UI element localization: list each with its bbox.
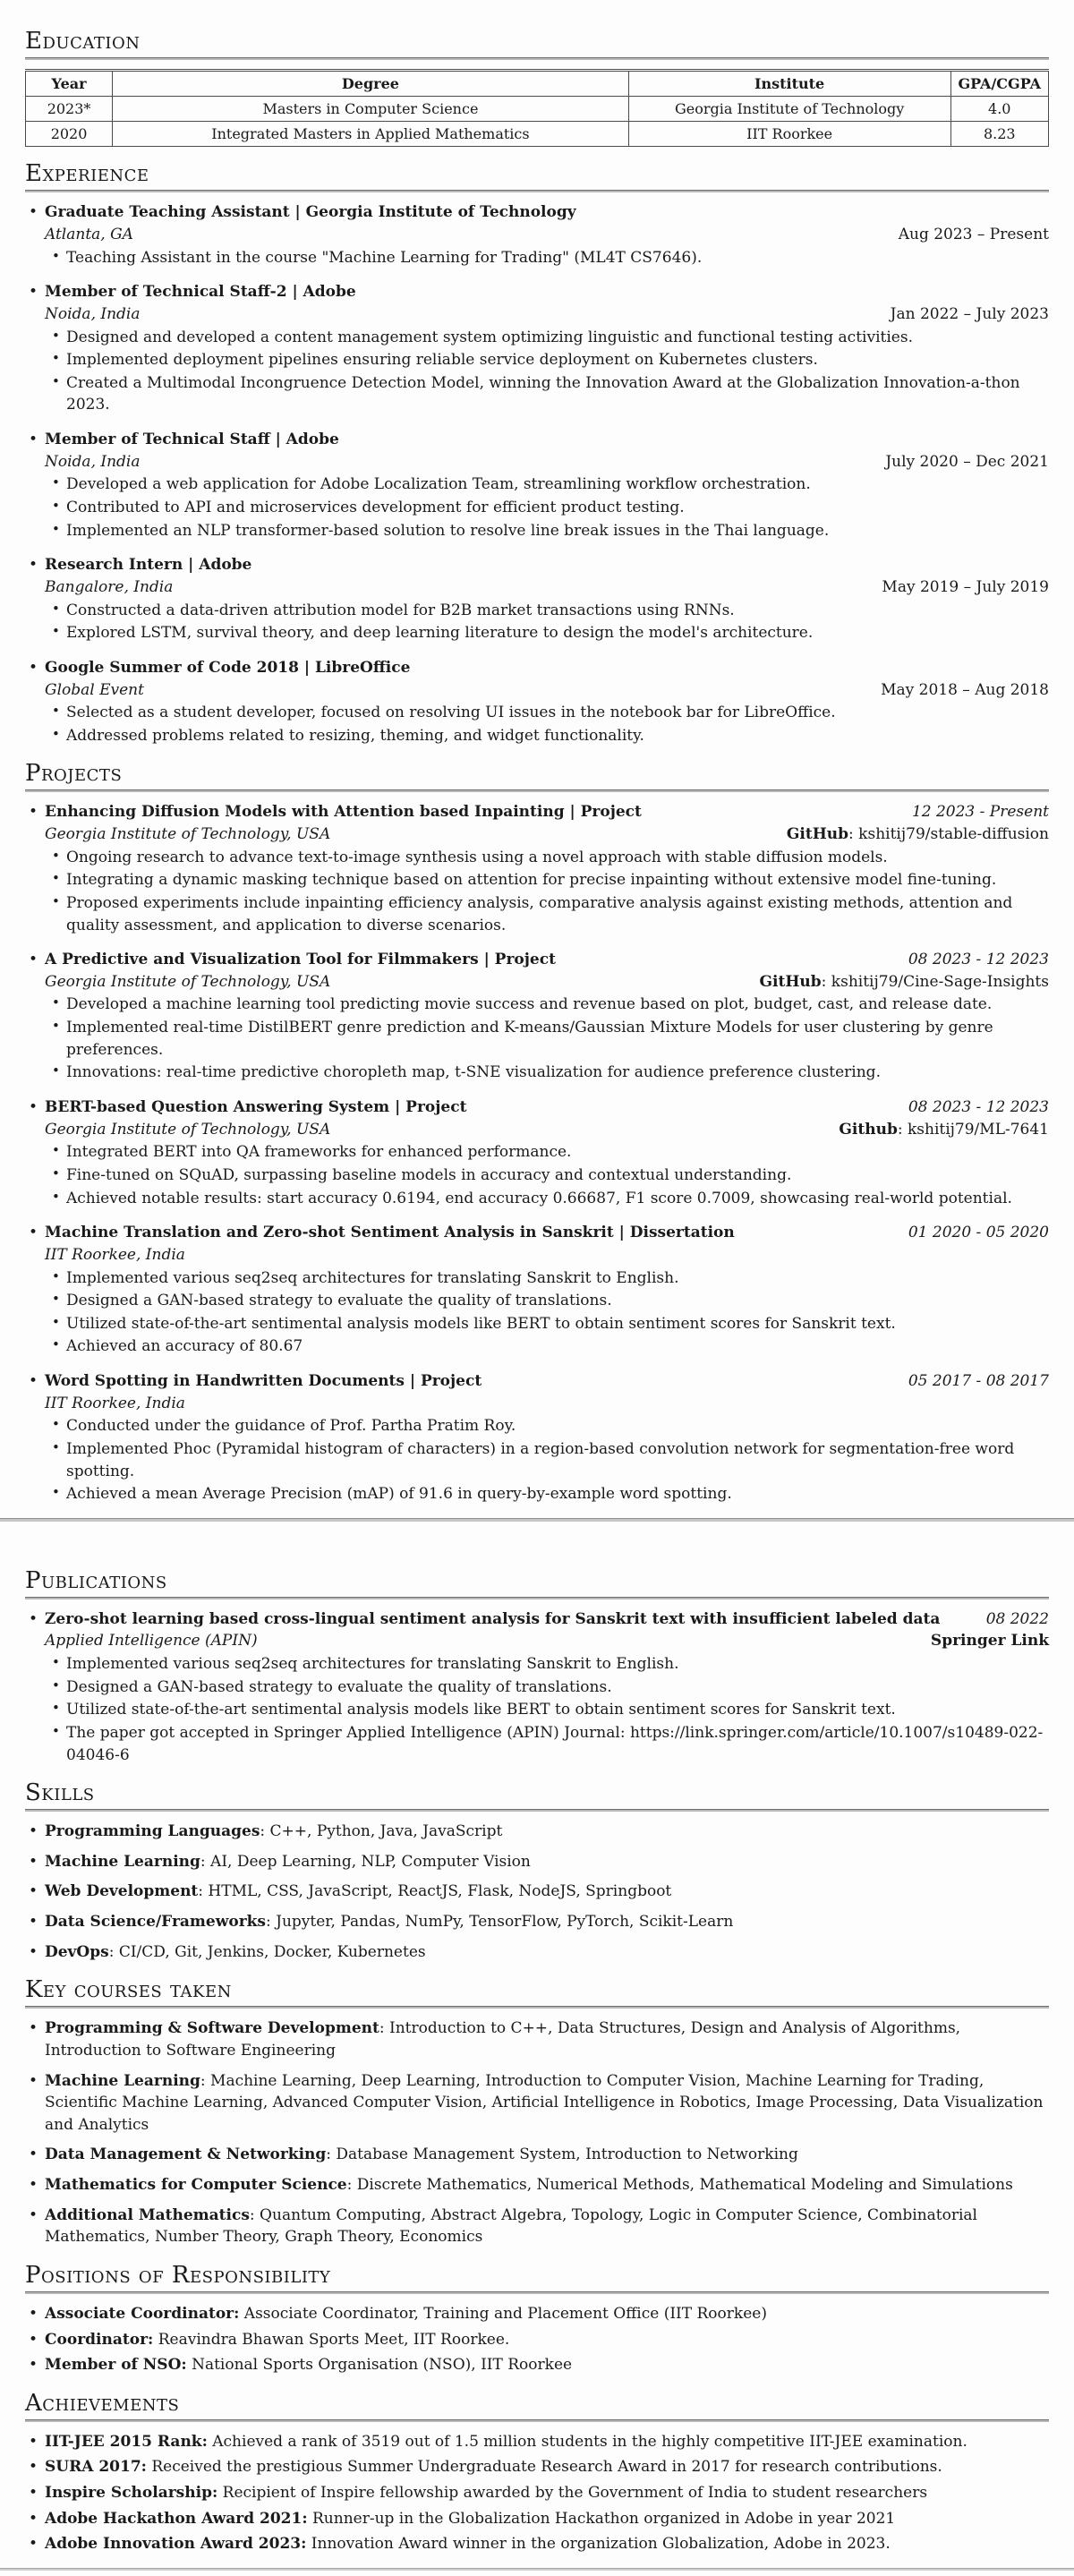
bullet-item: • Implemented real-time DistilBERT genre prediction and K-means/Gaussian Mixture Models for user clustering by genre preferences. [52, 1017, 1049, 1061]
bullet-item: • Integrated BERT into QA frameworks for enhanced performance. [52, 1141, 1049, 1164]
bullet-item: • Created a Multimodal Incongruence Detection Model, winning the Innovation Award at the Globalization Innovation-a-thon 2023. [52, 372, 1049, 416]
springer-link[interactable]: Springer Link [930, 1632, 1049, 1651]
github-link [826, 1119, 1049, 1141]
achievement-item [25, 2456, 1049, 2478]
github-label: GitHub [759, 972, 822, 991]
course-label: Additional Mathematics [45, 2205, 250, 2224]
bullet-item: • Implemented Phoc (Pyramidal histogram of characters) in a region-based convolution network for segmentation-free word spotting. [52, 1438, 1049, 1482]
achievement-label: SURA 2017: [45, 2458, 147, 2477]
table-cell: Masters in Computer Science [113, 97, 629, 122]
bullet-item: • Fine-tuned on SQuAD, surpassing baseline models in accuracy and contextual understanding. [52, 1164, 1049, 1187]
position-label: Coordinator: [45, 2330, 154, 2349]
achievement-label: IIT-JEE 2015 Rank: [45, 2432, 208, 2451]
projects-section [25, 761, 1049, 1505]
achievement-item [25, 2533, 1049, 2555]
position-value: Reavindra Bhawan Sports Meet, IIT Roorkee. [153, 2330, 510, 2349]
entry-dates: 05 2017 - 08 2017 [908, 1372, 1049, 1391]
section-heading-experience: Experience [25, 160, 149, 188]
achievement-value: Recipient of Inspire fellowship awarded by the Government of India to student researchers [217, 2484, 928, 2503]
paper-url[interactable]: https://link.springer.com/article/10.1007/s10489-022-04046-6 [66, 1724, 1044, 1764]
education-table [25, 69, 1049, 148]
entry-dates: Aug 2023 – Present [898, 225, 1049, 243]
github-repo[interactable]: : kshitij79/Cine-Sage-Insights [821, 972, 1049, 991]
entry-bullets [25, 1653, 1049, 1766]
achievement-value: Runner-up in the Globalization Hackathon organized in Adobe in year 2021 [307, 2509, 896, 2528]
courses-section [25, 1977, 1049, 2248]
entry-header [25, 1608, 1049, 1631]
entry-subheader [25, 1244, 1049, 1267]
bullet-item: • Constructed a data-driven attribution model for B2B market transactions using RNNs. [52, 600, 1049, 622]
course-label: Programming & Software Development [45, 2019, 379, 2038]
position-label: Member of NSO: [45, 2356, 187, 2375]
github-repo[interactable]: : kshitij79/ML-7641 [897, 1120, 1049, 1139]
skill-value: : Jupyter, Pandas, NumPy, TensorFlow, PyTorch, Scikit-Learn [266, 1913, 734, 1932]
table-row [26, 97, 1049, 122]
section-rule [25, 57, 1049, 60]
entry-dates: Jan 2022 – July 2023 [890, 304, 1049, 323]
entry-title: • Member of Technical Staff | Adobe [45, 431, 339, 449]
github-repo[interactable]: : kshitij79/stable-diffusion [848, 824, 1049, 843]
entry-bullets [25, 247, 1049, 269]
entry-location: Atlanta, GA [45, 225, 133, 243]
skill-item [25, 1821, 1049, 1843]
skills-section [25, 1780, 1049, 1963]
section-heading-achievements: Achievements [25, 2389, 180, 2417]
position-item [25, 2303, 1049, 2325]
bullet-item: • Utilized state-of-the-art sentimental analysis models like BERT to obtain sentiment scores for Sanskrit text. [52, 1699, 1049, 1721]
entry-subheader [25, 971, 1049, 994]
entry-subheader [25, 1630, 1049, 1652]
table-header-cell: Year [26, 70, 113, 96]
table-cell: 2020 [26, 122, 113, 147]
bullet-item: • Designed a GAN-based strategy to evaluate the quality of translations. [52, 1290, 1049, 1312]
table-cell: IIT Roorkee [628, 122, 950, 147]
section-rule [25, 2419, 1049, 2422]
entry-subheader [25, 823, 1049, 846]
skill-item [25, 1941, 1049, 1964]
bullet-text: The paper got accepted in Springer Applied Intelligence (APIN) Journal: [66, 1724, 630, 1742]
bullet-item: • Implemented an NLP transformer-based solution to resolve line break issues in the Thai language. [52, 520, 1049, 542]
bullet-item: • Achieved notable results: start accuracy 0.6194, end accuracy 0.66687, F1 score 0.7009, showcasing real-world potential. [52, 1188, 1049, 1210]
entry-dates: May 2018 – Aug 2018 [881, 680, 1049, 699]
course-value: : Quantum Computing, Abstract Algebra, Topology, Logic in Computer Science, Combinatorial Mathematics, Number Theory, Graph Theory, Economics [45, 2205, 977, 2247]
achievement-value: Received the prestigious Summer Undergraduate Research Award in 2017 for research contributions. [146, 2458, 942, 2477]
entry-bullets [25, 994, 1049, 1084]
skill-value: : CI/CD, Git, Jenkins, Docker, Kubernetes [108, 1942, 426, 1961]
achievement-item [25, 2431, 1049, 2453]
achievement-item [25, 2508, 1049, 2530]
course-item [25, 2174, 1049, 2196]
course-item [25, 2017, 1049, 2061]
bullet-item: • Implemented various seq2seq architectures for translating Sanskrit to English. [52, 1653, 1049, 1676]
entry-bullets [25, 1415, 1049, 1506]
bullet-item: • Integrating a dynamic masking technique based on attention for precise inpainting without extensive model fine-tuning. [52, 869, 1049, 891]
table-header-cell: Institute [628, 70, 950, 96]
entry-location: IIT Roorkee, India [45, 1394, 185, 1412]
github-label: GitHub [786, 824, 849, 843]
entry-location: Georgia Institute of Technology, USA [45, 1120, 331, 1139]
course-label: Machine Learning [45, 2071, 200, 2090]
section-heading-courses: Key courses taken [25, 1976, 232, 2004]
section-rule [25, 789, 1049, 792]
course-value: : Introduction to C++, Data Structures, Design and Analysis of Algorithms, Introduction to Software Engineering [45, 2019, 961, 2060]
github-link [747, 971, 1049, 994]
publication-venue: Applied Intelligence (APIN) [45, 1632, 258, 1651]
entry-bullets [25, 600, 1049, 644]
table-row [26, 122, 1049, 147]
achievement-label: Inspire Scholarship: [45, 2484, 218, 2503]
position-value: Associate Coordinator, Training and Placement Office (IIT Roorkee) [239, 2304, 767, 2323]
education-section [25, 29, 1049, 147]
section-heading-education: Education [25, 28, 141, 55]
skills-list [25, 1821, 1049, 1963]
bullet-item: • Developed a machine learning tool predicting movie success and revenue based on plot, budget, cast, and release date. [52, 994, 1049, 1016]
entry-location: Global Event [45, 680, 144, 699]
skill-value: : AI, Deep Learning, NLP, Computer Vision [200, 1852, 531, 1871]
entry-dates: 12 2023 - Present [911, 803, 1049, 822]
entry-title: • Enhancing Diffusion Models with Attention based Inpainting | Project [45, 803, 642, 822]
skill-label: Data Science/Frameworks [45, 1913, 267, 1932]
experience-entry [25, 554, 1049, 644]
skill-item [25, 1911, 1049, 1933]
achievements-section [25, 2391, 1049, 2555]
bullet-item: • Ongoing research to advance text-to-image synthesis using a novel approach with stable diffusion models. [52, 847, 1049, 869]
position-item [25, 2354, 1049, 2376]
section-rule [25, 190, 1049, 192]
bullet-item: • Designed a GAN-based strategy to evaluate the quality of translations. [52, 1676, 1049, 1699]
bullet-item: • Selected as a student developer, focused on resolving UI issues in the notebook bar for LibreOffice. [52, 702, 1049, 724]
entry-header [25, 1370, 1049, 1393]
entry-bullets [25, 702, 1049, 746]
skill-item [25, 1851, 1049, 1873]
bullet-item: • Explored LSTM, survival theory, and deep learning literature to design the model's architecture. [52, 622, 1049, 644]
section-heading-skills: Skills [25, 1779, 95, 1807]
table-cell: Integrated Masters in Applied Mathematics [113, 122, 629, 147]
entry-subheader [25, 1119, 1049, 1141]
entry-location: Noida, India [45, 452, 141, 471]
entry-header [25, 554, 1049, 576]
section-heading-positions: Positions of Responsibility [25, 2262, 331, 2290]
table-cell: Georgia Institute of Technology [628, 97, 950, 122]
entry-location: Bangalore, India [45, 577, 174, 596]
course-item [25, 2144, 1049, 2166]
entry-subheader [25, 679, 1049, 702]
section-rule [25, 1597, 1049, 1599]
bullet-item: • Designed and developed a content management system optimizing linguistic and functional testing activities. [52, 327, 1049, 349]
bullet-item: • Developed a web application for Adobe Localization Team, streamlining workflow orchestration. [52, 473, 1049, 496]
skill-item [25, 1881, 1049, 1903]
entry-header [25, 201, 1049, 224]
achievement-label: Adobe Hackathon Award 2021: [45, 2509, 308, 2528]
entry-location: Georgia Institute of Technology, USA [45, 972, 331, 991]
achievement-label: Adobe Innovation Award 2023: [45, 2535, 307, 2554]
bullet-item: • Utilized state-of-the-art sentimental analysis models like BERT to obtain sentiment scores for Sanskrit text. [52, 1313, 1049, 1335]
entry-subheader [25, 224, 1049, 246]
entry-title: • Zero-shot learning based cross-lingual sentiment analysis for Sanskrit text with insufficient labeled data [45, 1609, 941, 1628]
entry-title: • Graduate Teaching Assistant | Georgia Institute of Technology [45, 203, 576, 222]
entry-header [25, 801, 1049, 823]
skill-value: : HTML, CSS, JavaScript, ReactJS, Flask, NodeJS, Springboot [198, 1882, 672, 1901]
bottom-rule [0, 2568, 1074, 2571]
course-value: : Discrete Mathematics, Numerical Methods, Mathematical Modeling and Simulations [346, 2176, 1013, 2195]
entry-bullets [25, 327, 1049, 417]
bullet-item: • Achieved an accuracy of 80.67 [52, 1335, 1049, 1358]
entry-location: Noida, India [45, 304, 141, 323]
entry-dates: 08 2023 - 12 2023 [908, 951, 1049, 969]
course-label: Data Management & Networking [45, 2145, 327, 2164]
experience-entry [25, 429, 1049, 542]
course-value: : Database Management System, Introduction to Networking [326, 2145, 798, 2164]
table-cell: 8.23 [950, 122, 1049, 147]
entry-location: Georgia Institute of Technology, USA [45, 824, 331, 843]
bullet-item [52, 1722, 1049, 1766]
entry-title: • BERT-based Question Answering System | Project [45, 1098, 467, 1117]
entry-dates: May 2019 – July 2019 [882, 577, 1049, 596]
section-heading-publications: Publications [25, 1566, 167, 1594]
experience-entry [25, 281, 1049, 416]
section-rule [25, 2006, 1049, 2009]
skill-label: Machine Learning [45, 1852, 200, 1871]
achievement-value: Achieved a rank of 3519 out of 1.5 million students in the highly competitive IIT-JEE examination. [207, 2432, 967, 2451]
course-label: Mathematics for Computer Science [45, 2176, 347, 2195]
entry-title: • Research Intern | Adobe [45, 556, 252, 575]
bullet-item: • Conducted under the guidance of Prof. Partha Pratim Roy. [52, 1415, 1049, 1437]
positions-section [25, 2263, 1049, 2376]
entry-header [25, 281, 1049, 303]
bullet-item: • Innovations: real-time predictive choropleth map, t-SNE visualization for audience preference clustering. [52, 1062, 1049, 1084]
entry-header [25, 429, 1049, 451]
entry-header [25, 1096, 1049, 1119]
table-cell: 2023* [26, 97, 113, 122]
entry-dates: 08 2023 - 12 2023 [908, 1098, 1049, 1117]
entry-subheader [25, 576, 1049, 599]
project-entry [25, 1370, 1049, 1506]
entry-header [25, 657, 1049, 679]
bullet-item: • Implemented deployment pipelines ensuring reliable service deployment on Kubernetes clusters. [52, 349, 1049, 371]
entry-subheader [25, 451, 1049, 473]
bullet-item: • Proposed experiments include inpainting efficiency analysis, comparative analysis against existing methods, attention and quality assessment, and application to diverse scenarios. [52, 892, 1049, 936]
section-heading-projects: Projects [25, 760, 123, 788]
page-break-rule [0, 1518, 1074, 1522]
entry-bullets [25, 473, 1049, 542]
course-value: : Machine Learning, Deep Learning, Introduction to Computer Vision, Machine Learning for Trading, Scientific Machine Learning, Advanced Computer Vision, Artificial Intelligence in Robotics, Image Processing, Data Visualization and Analytics [45, 2071, 1044, 2134]
entry-bullets [25, 847, 1049, 937]
entry-dates: July 2020 – Dec 2021 [885, 452, 1049, 471]
experience-section [25, 161, 1049, 746]
course-item [25, 2205, 1049, 2248]
bullet-item: • Addressed problems related to resizing, theming, and widget functionality. [52, 725, 1049, 747]
entry-location: IIT Roorkee, India [45, 1245, 185, 1264]
entry-subheader [25, 303, 1049, 326]
publications-section [25, 1568, 1049, 1766]
entry-header [25, 949, 1049, 971]
bullet-item: • Achieved a mean Average Precision (mAP) of 91.6 in query-by-example word spotting. [52, 1483, 1049, 1506]
achievement-item [25, 2482, 1049, 2504]
bullet-item: • Implemented various seq2seq architectures for translating Sanskrit to English. [52, 1267, 1049, 1290]
skill-label: DevOps [45, 1942, 109, 1961]
position-label: Associate Coordinator: [45, 2304, 240, 2323]
entry-title: • Member of Technical Staff-2 | Adobe [45, 283, 356, 302]
entry-dates: 01 2020 - 05 2020 [908, 1224, 1049, 1242]
achievement-value: Innovation Award winner in the organization Globalization, Adobe in 2023. [306, 2535, 891, 2554]
entry-bullets [25, 1141, 1049, 1209]
github-label: Github [839, 1120, 898, 1139]
skill-label: Programming Languages [45, 1822, 260, 1841]
project-entry [25, 1222, 1049, 1358]
table-header-row [26, 70, 1049, 96]
entry-bullets [25, 1267, 1049, 1359]
table-cell: 4.0 [950, 97, 1049, 122]
table-header-cell: Degree [113, 70, 629, 96]
project-entry [25, 1096, 1049, 1209]
table-header-cell: GPA/CGPA [950, 70, 1049, 96]
bullet-item: • Contributed to API and microservices development for efficient product testing. [52, 497, 1049, 519]
entry-subheader [25, 1393, 1049, 1415]
entry-dates: 08 2022 [985, 1609, 1049, 1628]
course-item [25, 2070, 1049, 2137]
entry-header [25, 1222, 1049, 1244]
bullet-item: • Teaching Assistant in the course "Machine Learning for Trading" (ML4T CS7646). [52, 247, 1049, 269]
achievements-list [25, 2431, 1049, 2555]
section-rule [25, 2291, 1049, 2294]
position-item [25, 2329, 1049, 2351]
section-rule [25, 1809, 1049, 1812]
skill-label: Web Development [45, 1882, 199, 1901]
entry-title: • Google Summer of Code 2018 | LibreOffice [45, 658, 411, 677]
experience-entry [25, 657, 1049, 747]
positions-list [25, 2303, 1049, 2376]
project-entry [25, 949, 1049, 1084]
entry-title: • Word Spotting in Handwritten Documents | Project [45, 1372, 482, 1391]
entry-title: • Machine Translation and Zero-shot Sentiment Analysis in Sanskrit | Dissertation [45, 1224, 735, 1242]
courses-list [25, 2017, 1049, 2248]
project-entry [25, 801, 1049, 936]
entry-title: • A Predictive and Visualization Tool for Filmmakers | Project [45, 951, 556, 969]
publication-entry [25, 1608, 1049, 1766]
experience-entry [25, 201, 1049, 269]
skill-value: : C++, Python, Java, JavaScript [260, 1822, 503, 1841]
github-link [774, 823, 1049, 846]
position-value: National Sports Organisation (NSO), IIT Roorkee [186, 2356, 573, 2375]
